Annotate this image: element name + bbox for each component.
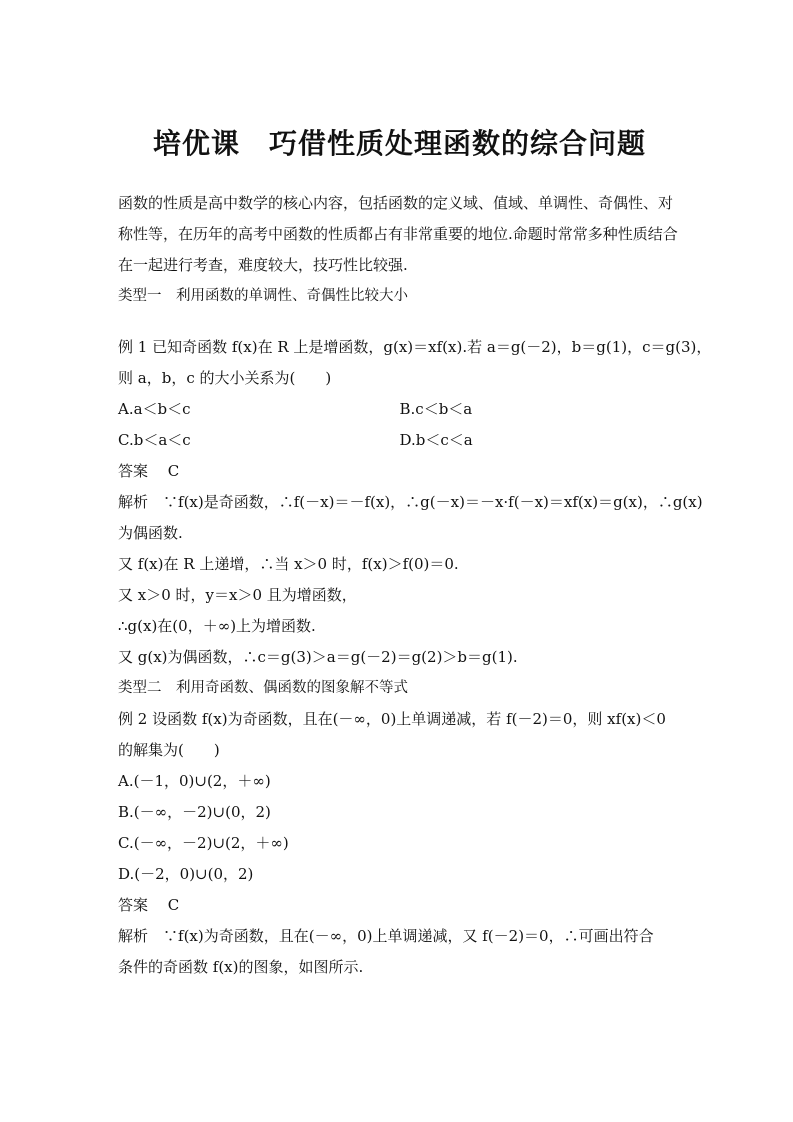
analysis-label: 解析 — [118, 927, 149, 945]
answer-label: 答案 — [118, 896, 149, 914]
example2-stem-line2: 的解集为( ) — [118, 741, 220, 759]
spacer — [118, 312, 681, 332]
analysis-label: 解析 — [118, 493, 149, 511]
example1-analysis-line5: ∴g(x)在(0，＋∞)上为增函数. — [118, 617, 316, 635]
intro-paragraph: 函数的性质是高中数学的核心内容，包括函数的定义域、值域、单调性、奇偶性、对称性等，在历年的高考中函数的性质都占有非常重要的地位.命题时常常多种性质结合在一起进行考查，难度较大，技巧性比较强. — [118, 194, 678, 274]
example2-answer — [118, 890, 681, 921]
example2-analysis-line2: 条件的奇函数 f(x)的图象，如图所示. — [118, 958, 364, 976]
example1-analysis-line6: 又 g(x)为偶函数，∴c＝g(3)＞a＝g(－2)＝g(2)＞b＝g(1). — [118, 648, 518, 666]
example1-stem-line1: 例 1 已知奇函数 f(x)在 R 上是增函数，g(x)＝xf(x).若 a＝g(－2)，b＝g(1)，c＝g(3)， — [118, 338, 712, 356]
example1-option-a: A.a＜b＜c — [118, 400, 191, 418]
page-title: 培优课 巧借性质处理函数的综合问题 — [152, 127, 646, 160]
example2-option-b: B.(－∞，－2)∪(0，2) — [118, 803, 271, 821]
section-heading-type2: 类型二 利用奇函数、偶函数的图象解不等式 — [118, 680, 408, 696]
example2-option-d: D.(－2，0)∪(0，2) — [118, 865, 254, 883]
example1-options-row2 — [118, 425, 681, 456]
example1-stem-line2: 则 a，b，c 的大小关系为( ) — [118, 369, 332, 387]
answer-value: C — [167, 896, 180, 914]
answer-value: C — [167, 462, 180, 480]
example1-analysis-line3: 又 f(x)在 R 上递增，∴当 x＞0 时，f(x)＞f(0)＝0. — [118, 555, 459, 573]
example1-analysis-line4: 又 x＞0 时，y＝x＞0 且为增函数， — [118, 586, 357, 604]
analysis-text: ∵f(x)为奇函数，且在(－∞，0)上单调递减，又 f(－2)＝0，∴可画出符合 — [163, 927, 654, 945]
example1-option-b: B.c＜b＜a — [399, 400, 473, 418]
section-heading-type1: 类型一 利用函数的单调性、奇偶性比较大小 — [118, 288, 408, 304]
example2-stem-line1: 例 2 设函数 f(x)为奇函数，且在(－∞，0)上单调递减，若 f(－2)＝0，则 xf(x)＜0 — [118, 710, 666, 728]
example1-option-c: C.b＜a＜c — [118, 431, 191, 449]
example2-option-a: A.(－1，0)∪(2，＋∞) — [118, 772, 271, 790]
example2-option-c: C.(－∞，－2)∪(2，＋∞) — [118, 834, 289, 852]
example1-option-d: D.b＜c＜a — [399, 431, 473, 449]
example1-analysis-line2: 为偶函数. — [118, 524, 183, 542]
example2-analysis-line1 — [118, 921, 681, 952]
answer-label: 答案 — [118, 462, 149, 480]
example1-analysis-line1 — [118, 487, 703, 518]
example1-options-row1 — [118, 394, 681, 425]
analysis-text: ∵f(x)是奇函数，∴f(－x)＝－f(x)，∴g(－x)＝－x·f(－x)＝xf(x)＝g(x)，∴g(x) — [163, 493, 703, 511]
example1-answer — [118, 456, 681, 487]
